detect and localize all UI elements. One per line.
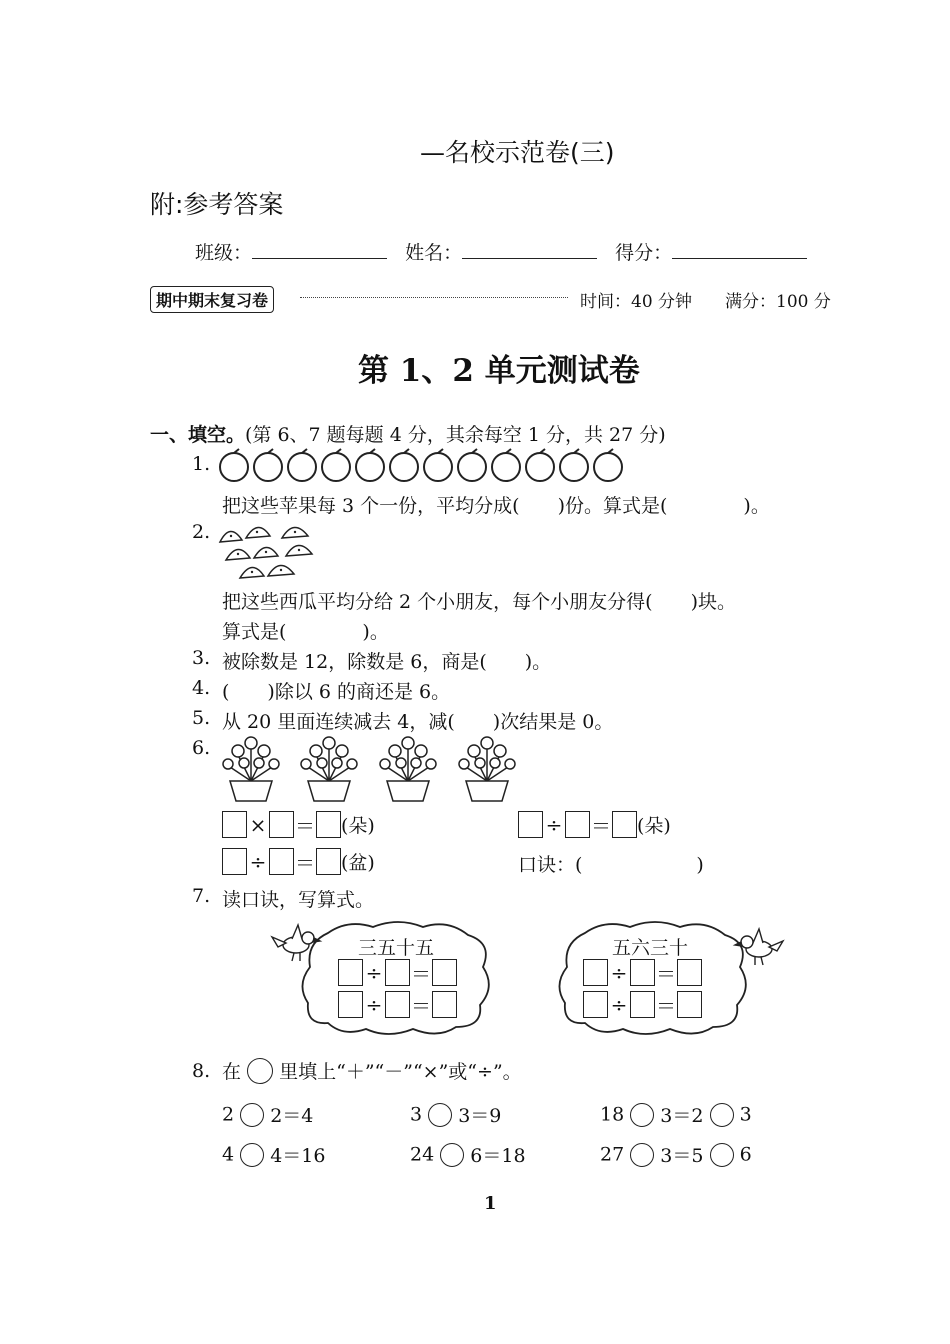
q4-number: 4. (192, 677, 211, 699)
equals-sign: ＝ (656, 962, 676, 986)
operator-circle[interactable] (630, 1143, 654, 1167)
full-score: 满分：100 分 (725, 292, 831, 312)
q8-item-1 (222, 1101, 313, 1128)
operand: 4＝16 (270, 1145, 326, 1167)
operand: 2 (222, 1103, 235, 1126)
apple-icon (424, 449, 452, 481)
apple-icon (356, 449, 384, 481)
operand: 3 (739, 1103, 752, 1126)
flowerpot-icon (223, 737, 279, 801)
example-circle (247, 1058, 273, 1084)
equals-sign: ＝ (295, 814, 315, 838)
answer-note: 附:参考答案 (150, 190, 284, 219)
operand: 18 (600, 1103, 625, 1126)
q6-row2-left (222, 847, 375, 876)
times-sign: × (249, 812, 267, 837)
unit-label: (盆) (341, 852, 375, 874)
apple-icon (560, 449, 588, 481)
q1-text: 把这些苹果每 3 个一份，平均分成( )份。算式是( )。 (222, 495, 770, 517)
q6-row1-left (222, 810, 375, 839)
flowerpot-icon (380, 737, 436, 801)
class-field[interactable] (252, 240, 387, 259)
q7-number: 7. (192, 885, 211, 907)
answer-box[interactable] (630, 959, 655, 986)
answer-box[interactable] (316, 811, 341, 838)
operator-circle[interactable] (710, 1143, 734, 1167)
equals-sign: ＝ (411, 962, 431, 986)
operator-circle[interactable] (630, 1103, 654, 1127)
answer-box[interactable] (565, 811, 590, 838)
q2-number: 2. (192, 521, 211, 543)
operand: 4 (222, 1143, 235, 1166)
operand: 27 (600, 1143, 625, 1166)
answer-box[interactable] (222, 848, 247, 875)
review-badge: 期中期末复习卷 (150, 286, 274, 313)
equals-sign: ＝ (656, 994, 676, 1018)
answer-box[interactable] (612, 811, 637, 838)
apples-illustration (218, 447, 638, 485)
q8-item-2 (410, 1101, 501, 1128)
answer-box[interactable] (432, 991, 457, 1018)
class-label: 班级： (195, 242, 253, 264)
apple-icon (594, 449, 622, 481)
q2-text2: 算式是( )。 (222, 621, 389, 643)
apple-icon (322, 449, 350, 481)
q4-text: ( )除以 6 的商还是 6。 (222, 681, 451, 703)
page-number: 1 (484, 1193, 497, 1214)
q8-instruction (222, 1057, 522, 1084)
operator-circle[interactable] (440, 1143, 464, 1167)
divide-sign: ÷ (610, 992, 628, 1017)
cloud-left-mnemonic: 三五十五 (358, 937, 435, 959)
operator-circle[interactable] (428, 1103, 452, 1127)
operand: 3＝9 (458, 1105, 502, 1127)
divide-sign: ÷ (365, 960, 383, 985)
info-line (195, 238, 807, 265)
divide-sign: ÷ (545, 812, 563, 837)
cloud-right-mnemonic: 五六三十 (612, 937, 689, 959)
watermelon-illustration (216, 518, 316, 580)
flowerpot-icon (301, 737, 357, 801)
answer-box[interactable] (677, 959, 702, 986)
answer-box[interactable] (269, 848, 294, 875)
apple-icon (492, 449, 520, 481)
cloud-right-row1 (583, 958, 702, 987)
answer-box[interactable] (385, 991, 410, 1018)
equals-sign: ＝ (591, 814, 611, 838)
series-title: —名校示范卷(三) (420, 138, 615, 167)
operator-circle[interactable] (240, 1103, 264, 1127)
q6-row1-right (518, 810, 671, 839)
unit-label: (朵) (637, 815, 671, 837)
q7-text: 读口诀，写算式。 (222, 889, 375, 911)
section-note: (第 6、7 题每题 4 分，其余每空 1 分，共 27 分) (245, 424, 666, 446)
exam-title: 第 1、2 单元测试卷 (358, 353, 640, 389)
answer-box[interactable] (316, 848, 341, 875)
answer-box[interactable] (630, 991, 655, 1018)
apple-icon (390, 449, 418, 481)
q5-number: 5. (192, 707, 211, 729)
q3-text: 被除数是 12，除数是 6，商是( )。 (222, 651, 552, 673)
divide-sign: ÷ (365, 992, 383, 1017)
score-label: 得分： (615, 242, 673, 264)
cloud-right-row2 (583, 990, 702, 1019)
name-label: 姓名： (405, 242, 463, 264)
operator-circle[interactable] (710, 1103, 734, 1127)
divide-sign: ÷ (610, 960, 628, 985)
q8-text-after: 里填上“＋”“－”“×”或“÷”。 (279, 1061, 522, 1083)
q8-text: 在 (222, 1061, 242, 1083)
answer-box[interactable] (677, 991, 702, 1018)
section-heading (150, 420, 666, 447)
q8-item-5 (410, 1141, 526, 1168)
equals-sign: ＝ (411, 994, 431, 1018)
q8-number: 8. (192, 1060, 211, 1082)
operand: 6＝18 (470, 1145, 526, 1167)
cloud-left-row2 (338, 990, 457, 1019)
flowerpots-illustration (216, 733, 526, 803)
q8-item-3 (600, 1101, 752, 1128)
q5-text: 从 20 里面连续减去 4，减( )次结果是 0。 (222, 711, 614, 733)
time-info: 时间：40 分钟 (580, 292, 693, 312)
answer-box[interactable] (583, 991, 608, 1018)
apple-icon (526, 449, 554, 481)
q8-item-4 (222, 1141, 325, 1168)
unit-label: (朵) (341, 815, 375, 837)
q6-number: 6. (192, 737, 211, 759)
q6-mnemonic: 口诀：( ) (518, 854, 704, 876)
answer-box[interactable] (583, 959, 608, 986)
apple-icon (288, 449, 316, 481)
operand: 24 (410, 1143, 435, 1166)
cloud-left-row1 (338, 958, 457, 987)
name-field[interactable] (462, 240, 597, 259)
operand: 3＝2 (660, 1105, 704, 1127)
operand: 3 (410, 1103, 423, 1126)
answer-box[interactable] (432, 959, 457, 986)
operand: 3＝5 (660, 1145, 704, 1167)
flowerpot-icon (459, 737, 515, 801)
operand: 2＝4 (270, 1105, 314, 1127)
apple-icon (220, 449, 248, 481)
answer-box[interactable] (222, 811, 247, 838)
dotted-divider (300, 297, 568, 298)
operand: 6 (739, 1143, 752, 1166)
section-title: 一、填空。 (150, 424, 246, 446)
answer-box[interactable] (338, 991, 363, 1018)
answer-box[interactable] (518, 811, 543, 838)
score-field[interactable] (672, 240, 807, 259)
apple-icon (254, 449, 282, 481)
q3-number: 3. (192, 647, 211, 669)
watermelon-slice-icon (246, 527, 270, 538)
q1-number: 1. (192, 453, 211, 475)
q2-text: 把这些西瓜平均分给 2 个小朋友，每个小朋友分得( )块。 (222, 591, 736, 613)
equals-sign: ＝ (295, 851, 315, 875)
answer-box[interactable] (385, 959, 410, 986)
apple-icon (458, 449, 486, 481)
divide-sign: ÷ (249, 849, 267, 874)
q8-item-6 (600, 1141, 752, 1168)
operator-circle[interactable] (240, 1143, 264, 1167)
answer-box[interactable] (269, 811, 294, 838)
answer-box[interactable] (338, 959, 363, 986)
